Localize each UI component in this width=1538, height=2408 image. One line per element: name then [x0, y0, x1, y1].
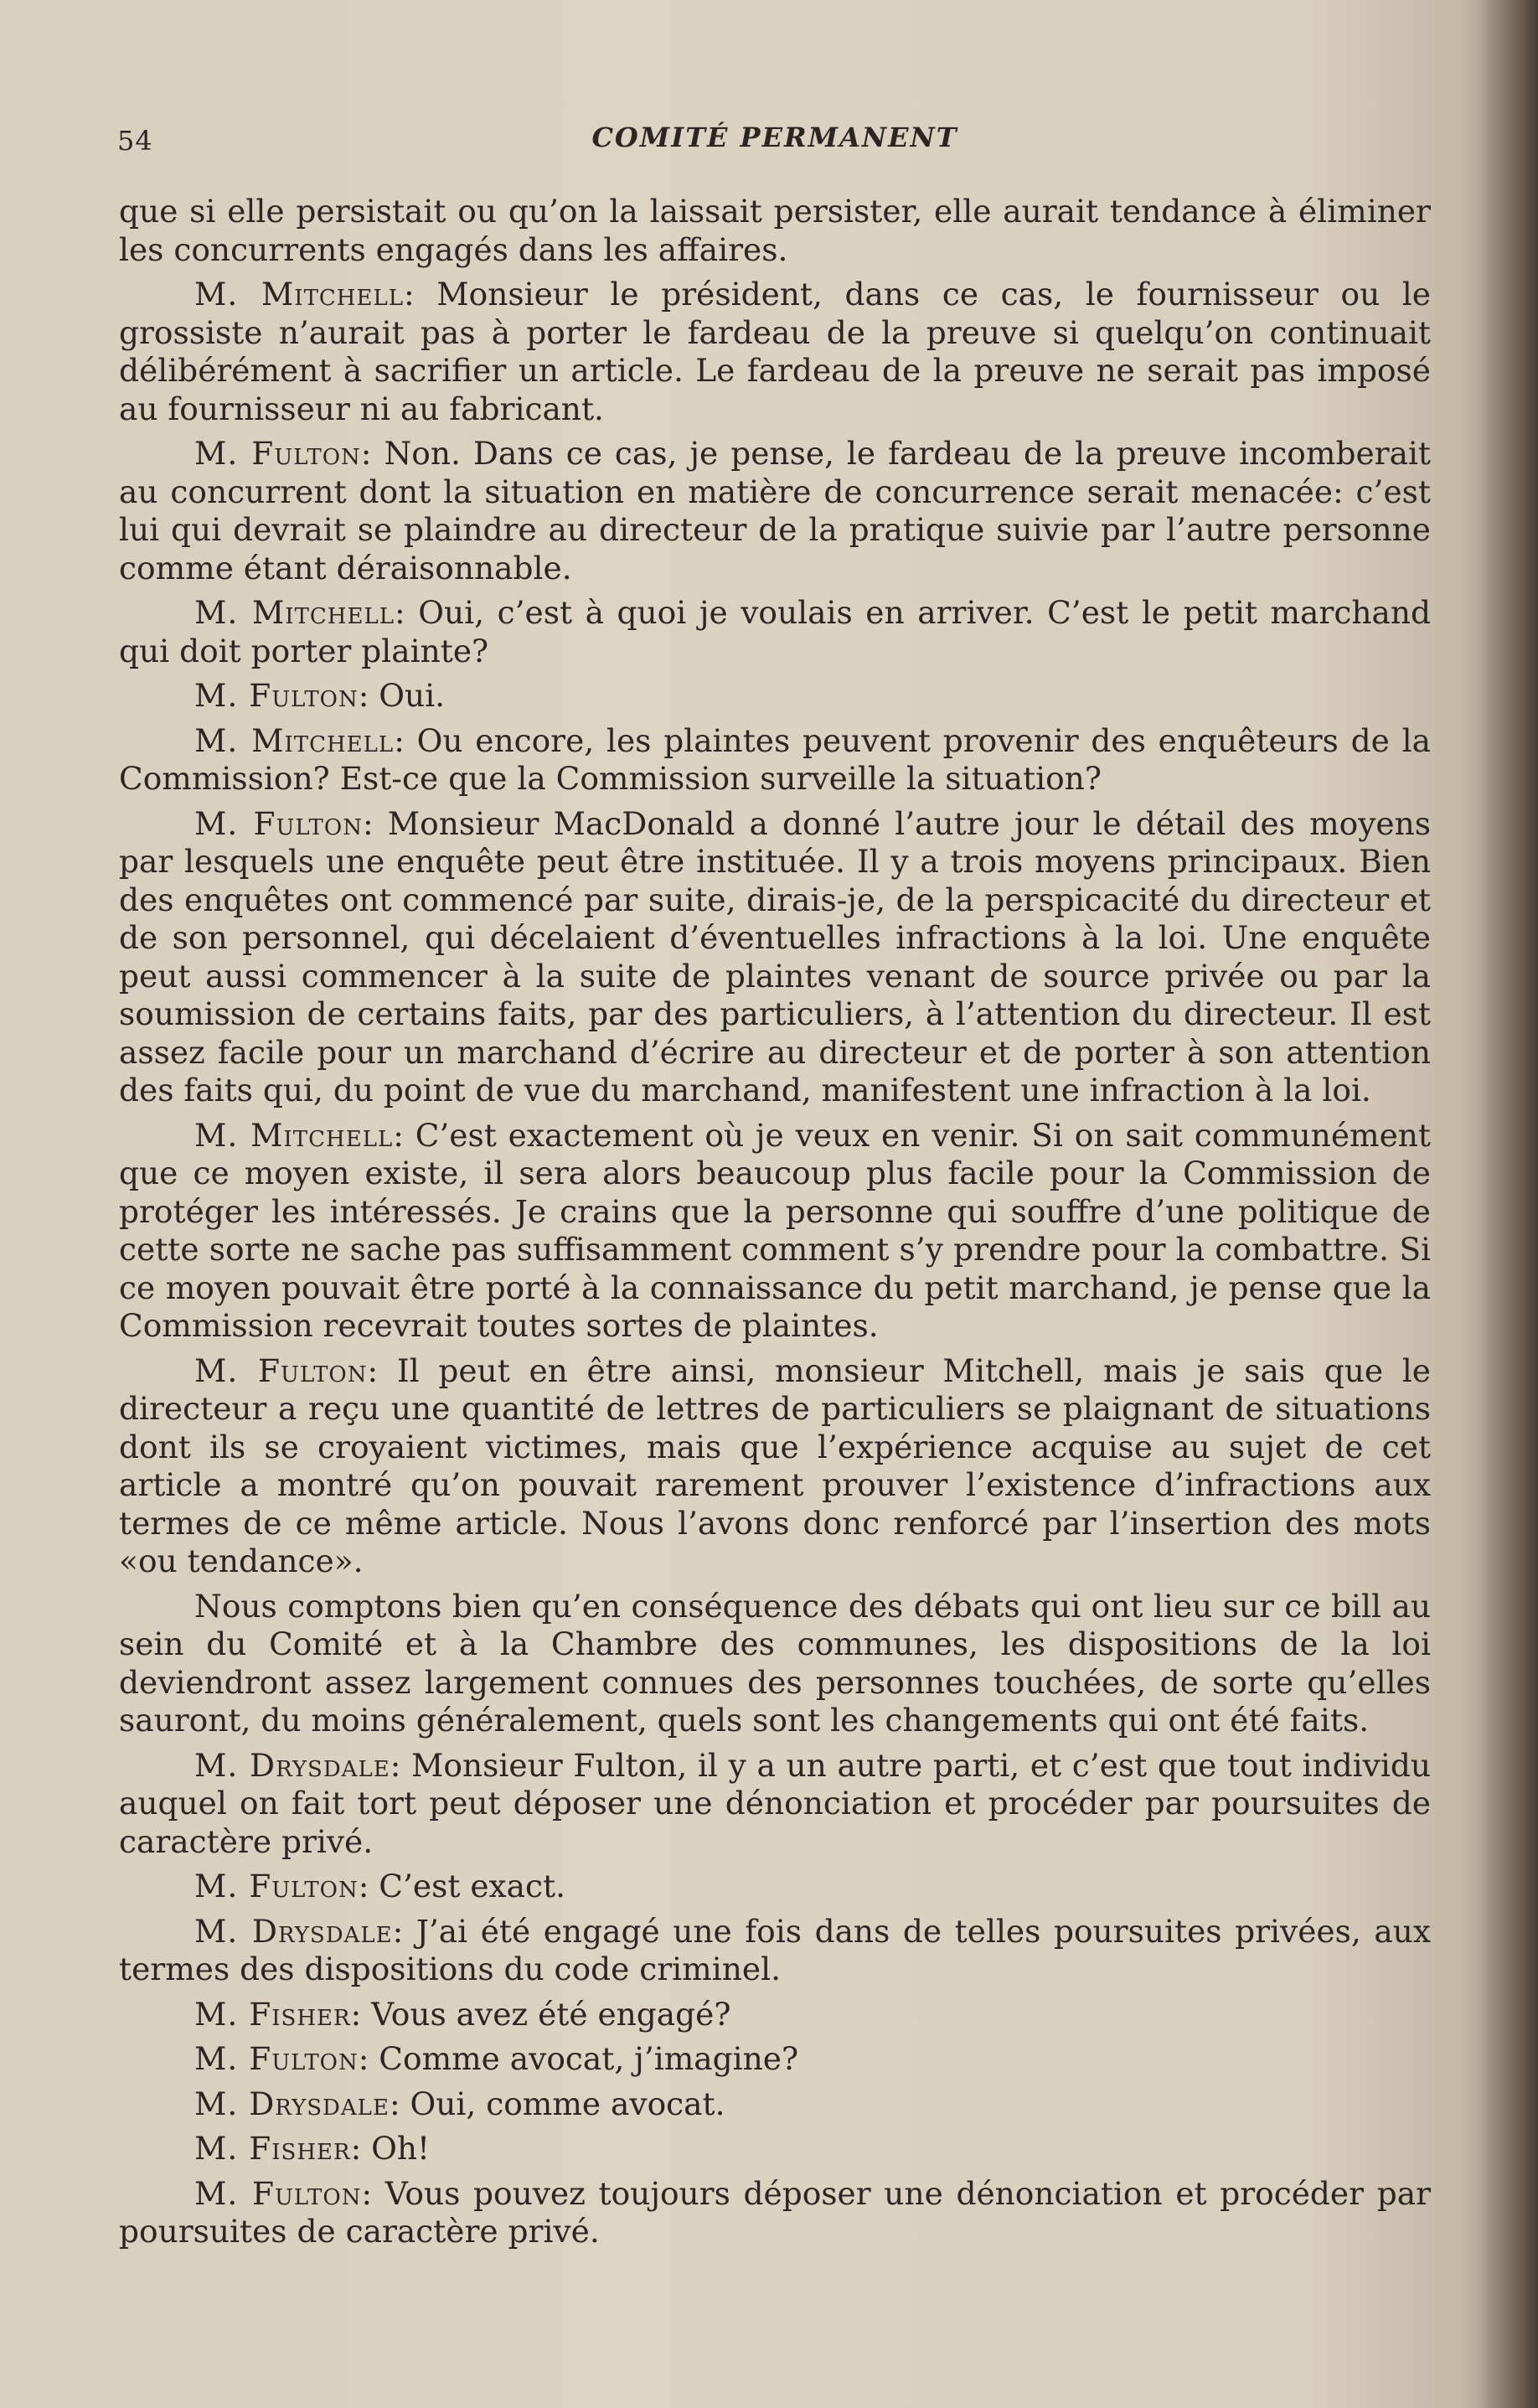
paragraph: [119, 193, 1431, 269]
speaker-name: M. Drysdale: [194, 2085, 390, 2122]
paragraph: M. Fulton: C’est exact.: [194, 1868, 566, 1904]
speaker-name: M. Fulton: [194, 435, 361, 472]
paragraph-text: Ou encore, les plaintes peuvent provenir des enquêteurs de la Commission? Est-ce que la Commission surveille la situation?: [119, 721, 1431, 797]
page-header: [117, 121, 1432, 163]
book-spine-shadow: [1479, 0, 1538, 2408]
paragraph: M. Fulton: Oui.: [194, 677, 446, 714]
paragraph: M. Mitchell: Monsieur le président, dans ce cas, le fournisseur ou le grossiste n’aurait pas à porter le fardeau de la preuve si quelqu’on continuait délibérément à sacrifier un article. Le fardeau de la preuve ne serait pas imposé au fournisseur ni au fabricant.: [119, 276, 1431, 427]
paragraph-text: Vous pouvez toujours déposer une dénonciation et procéder par poursuites de caractère privé.: [119, 2174, 1431, 2250]
speaker-name: M. Fulton: [194, 2040, 359, 2077]
speaker-name: M. Fulton: [194, 804, 363, 842]
paragraph: M. Drysdale: Monsieur Fulton, il y a un autre parti, et c’est que tout individu auquel on fait tort peut déposer une dénonciation et procéder par poursuites de caractère privé.: [119, 1746, 1431, 1860]
paragraph-text: Oui.: [379, 677, 446, 714]
paragraph-text: Comme avocat, j’imagine?: [379, 2040, 799, 2077]
paragraph: M. Drysdale: J’ai été engagé une fois dans de telles poursuites privées, aux termes des dispositions du code criminel.: [119, 1912, 1431, 1987]
body-text: [119, 193, 1431, 2258]
paragraph-text: que si elle persistait ou qu’on la laissait persister, elle aurait tendance à éliminer les concurrents engagés dans les affaires.: [119, 193, 1431, 268]
paragraph-text: Vous avez été engagé?: [371, 1995, 731, 2033]
speaker-name: M. Drysdale: [194, 1912, 393, 1950]
speaker-name: M. Mitchell: [194, 594, 395, 631]
speaker-name: M. Mitchell: [194, 276, 404, 313]
speaker-name: M. Fisher: [194, 2130, 351, 2167]
paragraph-text: J’ai été engagé une fois dans de telles poursuites privées, aux termes des dispositions du code criminel.: [119, 1912, 1431, 1987]
paragraph: M. Fisher: Oh!: [194, 2130, 431, 2167]
speaker-name: M. Fulton: [194, 2174, 362, 2212]
speaker-name: M. Fisher: [194, 1995, 351, 2033]
paragraph-text: C’est exactement où je veux en venir. Si on sait communément que ce moyen existe, il sera alors beaucoup plus facile pour la Commission de protéger les intéressés. Je crains que la personne qui souffre d’une politique de cette sorte ne sache pas suffisamment comment s’y prendre pour la combattre. Si ce moyen pouvait être porté à la connaissance du petit marchand, je pense que la Commission recevrait toutes sortes de plaintes.: [119, 1116, 1431, 1344]
speaker-name: M. Fulton: [194, 677, 359, 714]
paragraph-text: Monsieur le président, dans ce cas, le fournisseur ou le grossiste n’aurait pas à porter le fardeau de la preuve si quelqu’on continuait délibérément à sacrifier un article. Le fardeau de la preuve ne serait pas imposé au fournisseur ni au fabricant.: [119, 276, 1431, 427]
paragraph: M. Fulton: Il peut en être ainsi, monsieur Mitchell, mais je sais que le directeur a reçu une quantité de lettres de particuliers se plaignant de situations dont ils se croyaient victimes, mais que l’expérience acquise au sujet de cet article a montré qu’on pouvait rarement prouver l’existence d’infractions aux termes de ce même article. Nous l’avons donc renforcé par l’insertion des mots «ou tendance».: [119, 1351, 1431, 1579]
paragraph-text: Nous comptons bien qu’en conséquence des débats qui ont lieu sur ce bill au sein du Comité et à la Chambre des communes, les dispositions de la loi deviendront assez largement connues des personnes touchées, de sorte qu’elles sauront, du moins généralement, quels sont les changements qui ont été faits.: [119, 1587, 1431, 1739]
speaker-name: M. Mitchell: [194, 721, 395, 759]
paragraph-text: Monsieur Fulton, il y a un autre parti, et c’est que tout individu auquel on fait tort peut déposer une dénonciation et procéder par poursuites de caractère privé.: [119, 1746, 1431, 1860]
speaker-name: M. Drysdale: [194, 1746, 390, 1784]
paragraph-text: Monsieur MacDonald a donné l’autre jour le détail des moyens par lesquels une enquête peut être instituée. Il y a trois moyens principaux. Bien des enquêtes ont commencé par suite, dirais-je, de la perspicacité du directeur et de son personnel, qui décelaient d’éventuelles infractions à la loi. Une enquête peut aussi commencer à la suite de plaintes venant de source privée ou par la soumission de certains faits, par des particuliers, à l’attention du directeur. Il est assez facile pour un marchand d’écrire au directeur et de porter à son attention des faits qui, du point de vue du marchand, manifestent une infraction à la loi.: [119, 804, 1431, 1108]
paragraph: M. Fulton: Vous pouvez toujours déposer une dénonciation et procéder par poursuites de caractère privé.: [119, 2174, 1431, 2250]
speaker-name: M. Fulton: [194, 1351, 368, 1389]
paragraph: M. Mitchell: C’est exactement où je veux en venir. Si on sait communément que ce moyen existe, il sera alors beaucoup plus facile pour la Commission de protéger les intéressés. Je crains que la personne qui souffre d’une politique de cette sorte ne sache pas suffisamment comment s’y prendre pour la combattre. Si ce moyen pouvait être porté à la connaissance du petit marchand, je pense que la Commission recevrait toutes sortes de plaintes.: [119, 1116, 1431, 1344]
paragraph-text: Il peut en être ainsi, monsieur Mitchell, mais je sais que le directeur a reçu une quantité de lettres de particuliers se plaignant de situations dont ils se croyaient victimes, mais que l’expérience acquise au sujet de cet article a montré qu’on pouvait rarement prouver l’existence d’infractions aux termes de ce même article. Nous l’avons donc renforcé par l’insertion des mots «ou tendance».: [119, 1351, 1431, 1579]
paragraph-text: Oui, comme avocat.: [410, 2085, 725, 2122]
speaker-name: M. Mitchell: [194, 1116, 394, 1154]
speaker-name: M. Fulton: [194, 1868, 359, 1904]
paragraph: M. Fulton: Non. Dans ce cas, je pense, le fardeau de la preuve incomberait au concurrent dont la situation en matière de concurrence serait menacée: c’est lui qui devrait se plaindre au directeur de la pratique suivie par l’autre personne comme étant déraisonnable.: [119, 435, 1431, 586]
page-number: 54: [117, 125, 153, 157]
paragraph: [119, 1588, 1431, 1740]
paragraph-text: Oh!: [371, 2130, 431, 2167]
paragraph: M. Mitchell: Ou encore, les plaintes peuvent provenir des enquêteurs de la Commission? Est-ce que la Commission surveille la situation?: [119, 721, 1431, 797]
paragraph: M. Drysdale: Oui, comme avocat.: [194, 2085, 725, 2122]
running-title: COMITÉ PERMANENT: [591, 121, 958, 153]
paragraph-text: Oui, c’est à quoi je voulais en arriver. C’est le petit marchand qui doit porter plainte?: [119, 594, 1431, 669]
paragraph: M. Fulton: Monsieur MacDonald a donné l’autre jour le détail des moyens par lesquels une enquête peut être instituée. Il y a trois moyens principaux. Bien des enquêtes ont commencé par suite, dirais-je, de la perspicacité du directeur et de son personnel, qui décelaient d’éventuelles infractions à la loi. Une enquête peut aussi commencer à la suite de plaintes venant de source privée ou par la soumission de certains faits, par des particuliers, à l’attention du directeur. Il est assez facile pour un marchand d’écrire au directeur et de porter à son attention des faits qui, du point de vue du marchand, manifestent une infraction à la loi.: [119, 804, 1431, 1108]
paragraph: M. Fisher: Vous avez été engagé?: [194, 1995, 731, 2033]
paragraph-text: Non. Dans ce cas, je pense, le fardeau de la preuve incomberait au concurrent dont la situation en matière de concurrence serait menacée: c’est lui qui devrait se plaindre au directeur de la pratique suivie par l’autre personne comme étant déraisonnable.: [119, 435, 1431, 586]
paragraph: M. Fulton: Comme avocat, j’imagine?: [194, 2040, 799, 2077]
paragraph: M. Mitchell: Oui, c’est à quoi je voulais en arriver. C’est le petit marchand qui doit porter plainte?: [119, 594, 1431, 669]
paragraph-text: C’est exact.: [379, 1868, 566, 1904]
